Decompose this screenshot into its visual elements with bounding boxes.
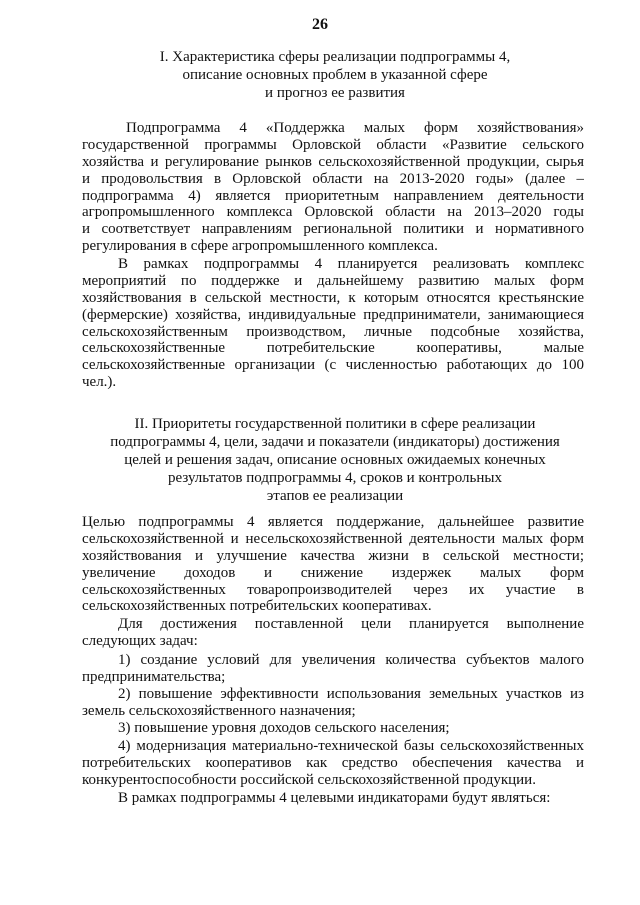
text-line: В рамках подпрограммы 4 целевыми индикаторами будут являться: [118, 790, 551, 806]
section-2-title-line: II. Приоритеты государственной политики в сфере реализации [134, 416, 536, 432]
text-line: следующих задач: [82, 632, 198, 649]
text-line: государственной программы Орловской области «Развитие сельского [82, 136, 584, 153]
section-1-title-line: I. Характеристика сферы реализации подпрограммы 4, [159, 49, 511, 65]
page-number: 26 [312, 16, 328, 33]
text-line: 3) повышение уровня доходов сельского населения; [118, 720, 450, 736]
section-2-paragraph-final [82, 790, 584, 807]
section-1-title-line: и прогноз ее развития [265, 85, 405, 101]
text-line: чел.). [82, 374, 117, 391]
section-2-paragraph-1 [82, 514, 584, 615]
text-line: Для достижения поставленной цели планируется выполнение [118, 616, 584, 632]
text-line: мероприятий по поддержке и дальнейшему развитию малых форм [82, 272, 584, 289]
text-line: конкурентоспособности российской сельскохозяйственной продукции. [82, 771, 536, 788]
section-2-title-line: результатов подпрограммы 4, сроков и контрольных [168, 470, 502, 486]
text-line: подпрограмма 4) является приоритетным направлением деятельности [82, 187, 584, 204]
text-line: (фермерские) хозяйства, индивидуальные предприниматели, занимающиеся [82, 306, 584, 323]
text-line: Целью подпрограммы 4 является поддержание, дальнейшее развитие [82, 514, 584, 530]
text-line: и соответствует направлениям региональной политики и нормативного [82, 221, 584, 238]
section-1-paragraph-1 [82, 120, 584, 255]
text-line: увеличение доходов и снижение издержек малых форм [82, 564, 584, 581]
text-line: земель сельскохозяйственного назначения; [82, 702, 356, 719]
text-line: хозяйства и регулирование рынков сельскохозяйственной продукции, сырья [82, 153, 584, 170]
text-line: сельскохозяйственным производством, личные подсобные хозяйства, [82, 323, 584, 340]
text-line: сельскохозяйственных товаропроизводителей через их участие в [82, 581, 584, 598]
text-line: сельскохозяйственные организации (с численностью работающих до 100 [82, 357, 584, 374]
text-line: сельскохозяйственные потребительские кооперативы, малые [82, 340, 584, 357]
text-line: 1) создание условий для увеличения количества субъектов малого [118, 652, 584, 668]
text-line: регулирования в сфере агропромышленного комплекса. [82, 238, 438, 255]
text-line: хозяйствования в сельской местности, к которым относятся крестьянские [82, 289, 584, 306]
text-line: предпринимательства; [82, 668, 226, 685]
section-2-title-line: целей и решения задач, описание основных ожидаемых конечных [124, 452, 546, 468]
section-2-title [100, 415, 570, 505]
section-2-paragraph-2 [82, 616, 584, 650]
section-1-title [100, 48, 570, 102]
task-item-4 [82, 738, 584, 789]
text-line: агропромышленного комплекса Орловской области на 2013–2020 годы [82, 204, 584, 221]
task-item-2 [82, 686, 584, 720]
text-line: В рамках подпрограммы 4 планируется реализовать комплекс [118, 256, 584, 272]
task-item-3 [82, 720, 584, 737]
section-2-title-line: подпрограммы 4, цели, задачи и показатели (индикаторы) достижения [110, 434, 560, 450]
section-1-paragraph-2 [82, 256, 584, 391]
text-line: 4) модернизация материально-технической базы сельскохозяйственных [118, 738, 584, 754]
text-line: 2) повышение эффективности использования земельных участков из [118, 686, 584, 702]
section-2-title-line: этапов ее реализации [266, 488, 404, 504]
text-line: сельскохозяйственной и несельскохозяйственной деятельности малых форм [82, 530, 584, 547]
text-line: Подпрограмма 4 «Поддержка малых форм хозяйствования» [126, 120, 584, 136]
text-line: потребительских кооперативов как средство обеспечения качества и [82, 754, 584, 771]
section-1-title-line: описание основных проблем в указанной сфере [182, 67, 488, 83]
text-line: хозяйствования и улучшение качества жизни в сельской местности; [82, 547, 584, 564]
text-line: сельскохозяйственных потребительских кооперативах. [82, 598, 432, 615]
task-item-1 [82, 652, 584, 686]
text-line: и продовольствия в Орловской области на 2013-2020 годы» (далее – [82, 170, 584, 187]
